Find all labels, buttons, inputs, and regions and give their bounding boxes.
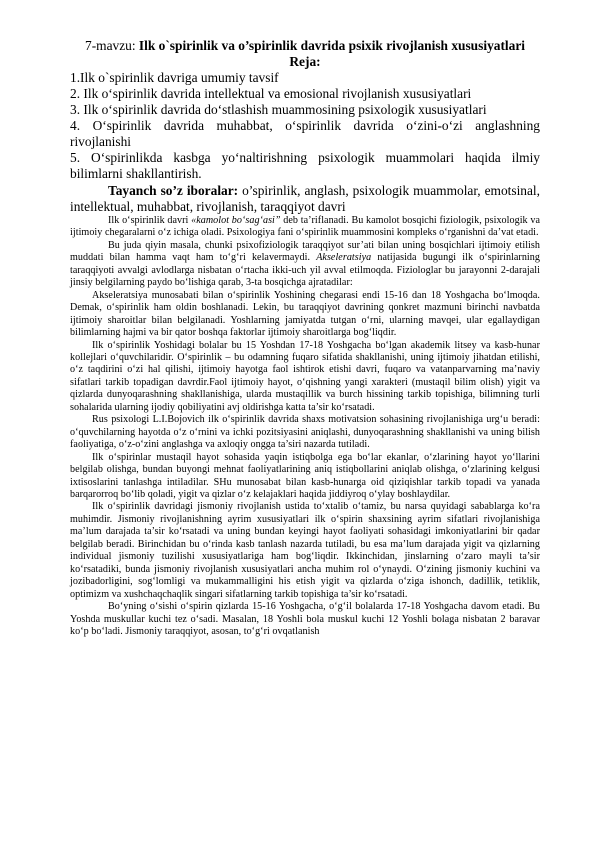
- plan-label: Reja:: [289, 54, 321, 69]
- title-prefix: 7-mavzu:: [85, 38, 139, 53]
- plan-item: 4. O‘spirinlik davrida muhabbat, o‘spirinlik davrida o‘zini-o‘zi anglashning rivojlanishi: [70, 118, 540, 149]
- lecture-title: [70, 38, 540, 54]
- paragraph: [70, 240, 540, 290]
- document-page: [70, 38, 540, 638]
- plan-item: 2. Ilk o‘spirinlik davrida intellektual va emosional rivojlanish xususiyatlari: [70, 86, 472, 101]
- paragraph-text: deb ta’riflanadi. Bu kamolot bosqichi fiziologik, psixologik va ijtimoiy chegaralarni o‘z ichiga oladi. Psixologiya fani o‘spirinlik muammosini kompleks o‘rganishni da’vat etadi.: [70, 215, 540, 239]
- paragraph-text: Bu juda qiyin masala, chunki psixofiziologik taraqqiyot sur’ati bilan uning bosqichlari ijtimoiy etilish muddati bilan hamma vaqt ham to‘g‘ri kelavermaydi.: [70, 239, 540, 264]
- plan-item: 3. Ilk o‘spirinlik davrida do‘stlashish muammosining psixologik xususiyatlari: [70, 102, 487, 117]
- paragraph: Akseleratsiya munosabati bilan o‘spirinlik Yoshining chegarasi endi 15-16 dan 18 Yoshgacha bo‘lmoqda. Demak, o‘spirinlik ham oldin boshlanadi. Lekin, bu taraqqiyot davrining qonkret mazmuni birinchi navbatda ijtimoiy sharoitlar bilan belgilanadi. Yoshlarning jamiyatda tutgan o‘rni, ularning mavqei, ular egallaydigan bilimlarning hajmi va bir qator boshqa faktorlar ijtimoiy sharoitlarga bog‘liqdir.: [70, 289, 540, 339]
- keywords-label: Tayanch so’z iboralar:: [108, 183, 239, 198]
- paragraph-italic: «kamolot bo‘sag‘asi”: [191, 215, 281, 226]
- keywords: [70, 183, 540, 215]
- plan-item: 5. O‘spirinlikda kasbga yo‘naltirishning psixologik muammolari haqida ilmiy bilimlarni shakllantirish.: [70, 150, 540, 181]
- title-topic: Ilk o`spirinlik va o’spirinlik davrida psixik rivojlanish xususiyatlari: [138, 38, 525, 53]
- plan-heading: [70, 54, 540, 70]
- paragraph-text: Ilk o‘spirinlik davri: [108, 215, 192, 226]
- plan-list: [70, 70, 540, 182]
- plan-item: 1.Ilk o`spirinlik davriga umumiy tavsif: [70, 70, 279, 85]
- paragraph: Ilk o‘spirinlar mustaqil hayot sohasida yaqin istiqbolga ega bo‘lar ekanlar, o‘zlarining hayot yo‘llarini belgilab olishga, bundan buyongi mehnat faoliyatlarining aniq istiqbollarini aniqlab olishga, o‘zlarining kelgusi ixtisoslarini tanlashga intiladilar. SHu munosabat bilan kasb-hunarga oid qiziqishlar tarkib topadi va yanada barqarorroq bo‘lib qoladi, yigit va qizlar o‘z kelajaklari haqida jiddiyroq o‘ylay boshlaydilar.: [70, 451, 540, 500]
- paragraph-text: natijasida bugungi ilk o‘spirinlarning taraqqiyoti avvalgi avlodlarga nisbatan o‘rtacha ikki-uch yil avval etilmoqda. Fiziologlar bu jarayonni 2-darajali jinsiy belgilarning paydo bo‘lishiga qarab, 3-ta bosqichga ajratadilar:: [70, 252, 540, 289]
- paragraph: Ilk o‘spirinlik Yoshidagi bolalar bu 15 Yoshdan 17-18 Yoshgacha bo‘lgan akademik litsey va kasb-hunar kollejlari o‘quvchilaridir. O‘spirinlik – bu odamning fuqaro sifatida shakllanishi, uning ijtimoiy jihatdan etilishi, o‘z taqdirini o‘zi hal qilishi, ijtimoiy hayotga faol ishtirok etishi davri, fuqaro va vatanparvarning ma’naviy sifatlari tarkib topadigan davrdir.Faol ijtimoiy hayot, o‘qishning yangi xarakteri (mustaqil bilim olish) yigit va qizlarda dunyoqarashning shakllanishiga, ularda mustaqillik va burch hissining tarkib topishiga, bilimning turli sohalarida ularning ijodiy qobiliyatini avj oldirishga katta ta’sir ko‘rsatadi.: [70, 339, 540, 413]
- keywords-text: o’spirinlik, anglash, psixologik muammolar, emotsinal, intellektual, muhabbat, rivojlanish, taraqqiyot davri: [70, 183, 540, 214]
- paragraph: [70, 215, 540, 240]
- paragraph: Bo‘yning o‘sishi o‘spirin qizlarda 15-16 Yoshgacha, o‘g‘il bolalarda 17-18 Yoshgacha davom etadi. Bu Yoshda muskullar kuchi tez o‘sadi. Masalan, 18 Yoshli bola muskul kuchi 12 Yoshli bolaga nisbatan 2 baravar ko‘p bo‘ladi. Jismoniy taraqqiyot, asosan, to‘g‘ri ovqatlanish: [70, 601, 540, 637]
- paragraph: Rus psixologi L.I.Bojovich ilk o‘spirinlik davrida shaxs motivatsion sohasining rivojlanishiga urg‘u beradi: o‘quvchilarning hayotda o‘z o‘rnini va ichki pozitsiyasini aniqlashi, dunyoqarashning shakllanishi va uning bilish faoliyatiga, o‘z-o‘zini anglashga va axloqiy ongga ta’siri nazarda tutiladi.: [70, 414, 540, 451]
- paragraph-italic: Akseleratsiya: [316, 252, 372, 264]
- paragraph: Ilk o‘spirinlik davridagi jismoniy rivojlanish ustida to‘xtalib o‘tamiz, bu narsa quyidagi sabablarga ko‘ra muhimdir. Jismoniy rivojlanishning ayrim xususiyatlari ilk o‘spirin shaxsining ayrim sifatlari rivojlanishiga ma’lum darajada ta’sir ko‘rsatadi va uning bundan keyingi hayot faoliyati sohasidagi imkoniyatlarini bir qadar belgilab beradi. Birinchidan bu o‘rinda kasb tanlash nazarda tutiladi, bu esa ma’lum darajada yigit va qizlarning individual jismoniy tuzilishi xususiyatlariga ham bog‘liqdir. Ikkinchidan, jinslarning o‘zaro mayli ta’sir ko‘rsatadiki, bunda jismoniy rivojlanish xususiyatlari ancha muhim rol o‘ynaydi. O‘zining jismoniy kuchini va jozibadorligini, sog‘lomligi va mukammalligini his etish yigit va qizlarda o‘ziga ishonch, dadillik, tetiklik, optimizm va xushchaqchaqlik singari sifatlarning tarkib topishiga ta’sir ko‘rsatadi.: [70, 501, 540, 600]
